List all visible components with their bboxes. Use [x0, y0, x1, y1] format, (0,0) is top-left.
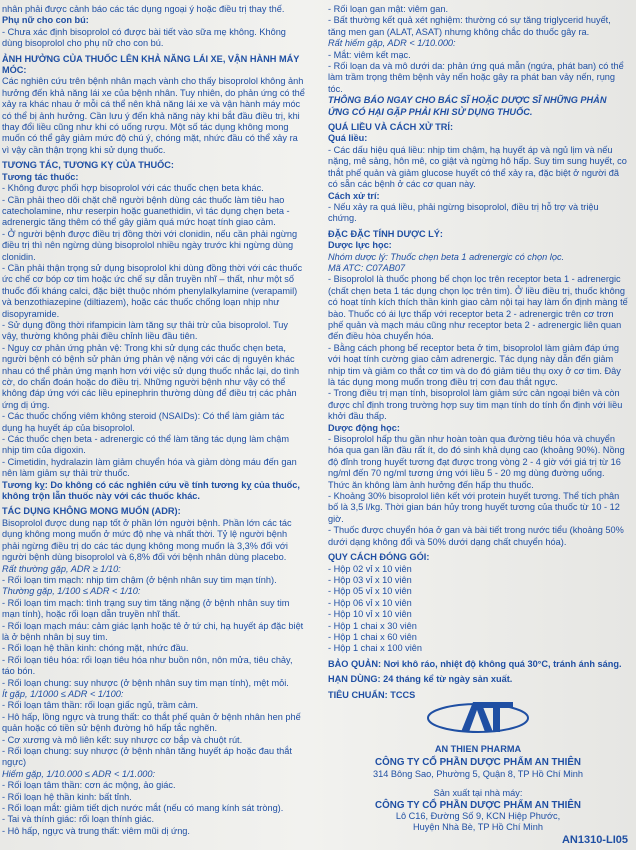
right-paragraph-25: - Hộp 05 vỉ x 10 viên [328, 586, 412, 597]
company-address: 314 Bông Sao, Phường 5, Quận 8, TP Hồ Chí Minh [372, 768, 583, 779]
right-paragraph-5: THÔNG BÁO NGAY CHO BÁC SĨ HOẶC DƯỢC SĨ NHỮNG PHẢN ỨNG CÓ HẠI GẶP PHẢI KHI SỬ DỤNG THUỐC. [328, 95, 607, 117]
left-paragraph-4: Các nghiên cứu trên bệnh nhân mạch vành cho thấy bisoprolol không ảnh hưởng đến khả năng lái xe của bệnh nhân. Tuy nhiên, do phản ứng có thể xảy ra khác nhau ở mỗi cá thể nên khả năng lái xe và vận hành máy móc có thể bị ảnh hưởng. Cần lưu ý đến khả năng này khi bắt đầu điều trị, khi thay đổi liều cũng như khi có uống rượu. Một số tác dụng không mong muốn có thể gây giảm mức độ chú ý, chóng mặt, nhức đầu có thể xảy ra vì vậy cần thận trọng khi sử dụng thuốc. [2, 76, 305, 155]
left-paragraph-36: - Tai và thính giác: rối loạn thính giác. [2, 814, 155, 825]
left-paragraph-13: - Các thuốc chống viêm không steroid (NSAIDs): Có thể làm giảm tác dụng hạ huyết áp của bisoprolol. [2, 411, 285, 433]
right-paragraph-19: - Bisoprolol hấp thu gần như hoàn toàn qua đường tiêu hóa và chuyển hóa qua gan lần đầu rất ít, do đó sinh khả dụng cao (khoảng 90%). Nồng độ đỉnh trong huyết tương đạt được trong vòng 2 - 4 giờ với giá trị từ 16 ng/ml đến 70 ng/ml tương ứng với liều 5 - 20 mg dùng đường uống. Thức ăn không làm ảnh hưởng đến hấp thu thuốc. [328, 434, 625, 490]
left-paragraph-18: Bisoprolol được dung nạp tốt ở phần lớn người bệnh. Phần lớn các tác dụng không mong muốn ở mức độ nhẹ và nhất thời. Tỷ lệ người bệnh phải ngừng điều trị do các tác dụng không mong muốn là 3,3% đối với người bệnh dùng bisoprolol và 6,8% đối với bệnh nhân dùng placebo. [2, 517, 292, 563]
right-paragraph-14: Mã ATC: C07AB07 [328, 262, 406, 273]
right-paragraph-15: - Bisoprolol là thuốc phong bế chọn lọc trên receptor beta 1 - adrenergic (chất chẹn beta 1 tác dụng chọn lọc trên tim). Ở liều điều trị, thuốc không có hoạt tính kích thích thần kinh giao cảm nội tại hay làm ổn định màng tế bào. Thuốc có ái lực thấp với receptor beta 2 - adrenergic trên cơ trơn phế quản và mạch máu cũng như receptor beta 2 - adrenergic liên quan đến điều hòa chuyển hóa. [328, 274, 628, 342]
left-paragraph-21: Thường gặp, 1/100 ≤ ADR < 1/10: [2, 586, 141, 597]
left-paragraph-35: - Rối loạn mắt: giảm tiết dịch nước mắt (nếu có mang kính sát tròng). [2, 803, 284, 814]
left-paragraph-3: ẢNH HƯỞNG CỦA THUỐC LÊN KHẢ NĂNG LÁI XE, VẬN HÀNH MÁY MÓC: [2, 53, 300, 76]
left-paragraph-34: - Rối loạn hệ thần kinh: bất tỉnh. [2, 791, 132, 802]
right-column [328, 4, 628, 701]
right-paragraph-21: - Thuốc được chuyển hóa ở gan và bài tiết trong nước tiểu (khoảng 50% dưới dạng không đổi và 50% dưới dạng chất chuyển hóa). [328, 525, 624, 547]
left-paragraph-22: - Rối loạn tim mạch: tình trạng suy tim tăng nặng (ở bệnh nhân suy tim mạn tính), hoặc rối loạn dẫn truyền nhĩ thất. [2, 597, 290, 620]
left-paragraph-1: Phụ nữ cho con bú: [2, 15, 89, 26]
right-paragraph-11: ĐẶC ĐẶC TÍNH DƯỢC LÝ: [328, 228, 443, 239]
right-paragraph-6: QUÁ LIỀU VÀ CÁCH XỬ TRÍ: [328, 122, 454, 133]
right-paragraph-20: - Khoảng 30% bisoprolol liên kết với protein huyết tương. Thể tích phân bố là 3,5 l/kg. Thời gian bán hủy trong huyết tương của thuốc từ 10 - 12 giờ. [328, 491, 620, 524]
right-paragraph-9: Cách xử trí: [328, 190, 380, 201]
left-paragraph-25: - Rối loạn tiêu hóa: rối loạn tiêu hóa như buồn nôn, nôn mửa, tiêu chảy, táo bón. [2, 654, 293, 677]
right-paragraph-17: - Trong điều trị mạn tính, bisoprolol làm giảm sức cản ngoại biên và còn được chỉ định trong trường hợp suy tim mạn tính do tính ổn định với liều khởi đầu thấp. [328, 388, 623, 422]
right-paragraph-7: Quá liều: [328, 133, 368, 144]
left-paragraph-37: - Hô hấp, ngực và trung thất: viêm mũi dị ứng. [2, 825, 190, 836]
right-paragraph-29: - Hộp 1 chai x 60 viên [328, 631, 417, 642]
left-paragraph-24: - Rối loạn hệ thần kinh: chóng mặt, nhức đầu. [2, 643, 189, 654]
left-paragraph-10: - Cần phải thận trọng sử dụng bisoprolol khi dùng đồng thời với các thuốc ức chế cơ bóp cơ tim hoặc ức chế sự dẫn truyền nhĩ – thất, như một số thuốc đối kháng calci, đặc biệt thuộc nhóm phenylalkylamine (verapamil) và benzothiazepine (diltiazem), hoặc các thuốc chống loạn nhịp như disopyramide. [2, 262, 303, 319]
right-paragraph-31: BẢO QUẢN: Nơi khô ráo, nhiệt độ không quá 30°C, tránh ánh sáng. [328, 658, 622, 669]
left-paragraph-16: Tương kỵ: Do không có các nghiên cứu về tính tương kỵ của thuốc, không trộn lẫn thuốc này với các thuốc khác. [2, 479, 300, 502]
left-paragraph-23: - Rối loạn mạch máu: cảm giác lạnh hoặc tê ở tứ chi, hạ huyết áp đặc biệt là ở bệnh nhân bị suy tim. [2, 620, 304, 642]
company-logo [423, 694, 533, 742]
right-paragraph-18: Dược động học: [328, 422, 400, 433]
left-paragraph-28: - Rối loạn tâm thần: rối loạn giấc ngủ, trầm cảm. [2, 700, 199, 711]
right-paragraph-23: - Hộp 02 vỉ x 10 viên [328, 563, 412, 574]
document-code: AN1310-LI05 [561, 834, 628, 846]
made-at-label: Sản xuất tại nhà máy: [433, 788, 523, 799]
left-paragraph-26: - Rối loạn chung: suy nhược (ở bệnh nhân suy tim mạn tính), mệt mỏi. [2, 677, 289, 688]
left-paragraph-32: Hiếm gặp, 1/10.000 ≤ ADR < 1/1.000: [2, 768, 156, 779]
left-paragraph-11: - Sử dụng đồng thời rifampicin làm tăng sự thải trừ của bisoprolol. Tuy vậy, thường không phải điều chỉnh liều đầu tiên. [2, 319, 288, 342]
left-paragraph-8: - Cần phải theo dõi chặt chẽ người bệnh dùng các thuốc làm tiêu hao catecholamine, như reserpin hoặc guanethidin, vì tác dụng chẹn beta - adrenergic tăng thêm có thể gây giảm quá mức hoạt tính giao cảm. [2, 194, 290, 228]
right-paragraph-22: QUY CÁCH ĐÓNG GÓI: [328, 552, 430, 563]
left-paragraph-5: TƯƠNG TÁC, TƯƠNG KỴ CỦA THUỐC: [2, 160, 174, 171]
left-paragraph-12: - Nguy cơ phản ứng phản vệ: Trong khi sử dụng các thuốc chẹn beta, người bệnh có bệnh sử phản ứng phản vệ nặng với các dị nguyên khác nhau có thể phản ứng mạnh hơn với việc sử dụng thuốc nhắc lại, do tình cờ, do chẩn đoán hoặc do điều trị. Những người bệnh như vậy có thể không đáp ứng với các liều epinephrin thường dùng để điều trị các phản ứng dị ứng. [2, 342, 300, 410]
right-paragraph-8: - Các dấu hiệu quá liều: nhịp tim chậm, hạ huyết áp và ngủ lịm và nếu nặng, mê sảng, hôn mê, co giật và ngừng hô hấp. Suy tim sung huyết, co thắt phế quản và giảm glucose huyết có thể xảy ra, đặc biệt ở người đã có sẵn các bệnh ở các cơ quan này. [328, 144, 627, 190]
factory-address-1: Lô C16, Đường Số 9, KCN Hiệp Phước, [395, 811, 561, 822]
left-paragraph-7: - Không được phối hợp bisoprolol với các thuốc chẹn beta khác. [2, 183, 264, 194]
right-paragraph-27: - Hộp 10 vỉ x 10 viên [328, 609, 412, 620]
left-paragraph-29: - Hô hấp, lồng ngực và trung thất: co thắt phế quản ở bệnh nhân hen phế quản hoặc có tiền sử bệnh đường hô hấp tắc nghẽn. [2, 711, 301, 734]
right-paragraph-28: - Hộp 1 chai x 30 viên [328, 620, 417, 631]
right-paragraph-24: - Hộp 03 vỉ x 10 viên [328, 574, 412, 585]
left-paragraph-33: - Rối loạn tâm thần: cơn ác mộng, ảo giác. [2, 780, 176, 791]
factory-company: CÔNG TY CỔ PHẦN DƯỢC PHẨM AN THIÊN [375, 799, 581, 811]
right-paragraph-16: - Bằng cách phong bế receptor beta ở tim, bisoprolol làm giảm đáp ứng với hoạt tính cường giao cảm adrenergic. Tác dụng này dẫn đến giảm nhịp tim và giảm co thắt cơ tim và do đó giảm tiêu thụ oxy ở cơ tim. Đây là tác dụng mong muốn trong điều trị cơn đau thắt ngực. [328, 342, 621, 387]
left-paragraph-0: nhân phải được cảnh báo các tác dụng ngoại ý hoặc điều trị thay thế. [2, 4, 285, 14]
right-paragraph-32: HẠN DÙNG: 24 tháng kể từ ngày sản xuất. [328, 674, 513, 685]
left-paragraph-30: - Cơ xương và mô liên kết: suy nhược cơ bắp và chuột rút. [2, 734, 243, 745]
factory-address-2: Huyện Nhà Bè, TP Hồ Chí Minh [413, 822, 543, 833]
left-column [2, 4, 305, 837]
right-paragraph-4: - Rối loạn da và mô dưới da: phản ứng quá mẫn (ngứa, phát ban) có thể làm trầm trọng thêm bệnh vảy nến hoặc gây ra phát ban vảy nến, rụng tóc. [328, 61, 624, 94]
left-paragraph-6: Tương tác thuốc: [2, 171, 79, 182]
left-paragraph-20: - Rối loạn tim mạch: nhịp tim chậm (ở bệnh nhân suy tim mạn tính). [2, 574, 277, 585]
right-paragraph-13: Nhóm dược lý: Thuốc chẹn beta 1 adrenergic có chọn lọc. [328, 251, 565, 262]
left-paragraph-19: Rất thường gặp, ADR ≥ 1/10: [2, 563, 121, 574]
left-paragraph-14: - Các thuốc chẹn beta - adrenergic có thể làm tăng tác dụng làm chậm nhịp tim của digoxin. [2, 434, 290, 456]
right-paragraph-2: Rất hiếm gặp, ADR < 1/10.000: [328, 38, 456, 49]
footer-block [328, 688, 628, 834]
right-paragraph-30: - Hộp 1 chai x 100 viên [328, 643, 422, 654]
left-paragraph-15: - Cimetidin, hydralazin làm giảm chuyển hóa và giảm dòng máu đến gan nên làm giảm sự thải trừ thuốc. [2, 456, 297, 479]
brand-name: AN THIEN PHARMA [434, 744, 522, 754]
left-paragraph-17: TÁC DỤNG KHÔNG MONG MUỐN (ADR): [2, 506, 181, 517]
left-paragraph-31: - Rối loạn chung: suy nhược (ở bệnh nhân tăng huyết áp hoặc đau thắt ngực) [2, 746, 292, 768]
right-paragraph-10: - Nếu xảy ra quá liều, phải ngừng bisoprolol, điều trị hỗ trợ và triệu chứng. [328, 201, 599, 224]
right-paragraph-12: Dược lực học: [328, 240, 392, 251]
right-paragraph-26: - Hộp 06 vỉ x 10 viên [328, 597, 412, 608]
left-paragraph-27: Ít gặp, 1/1000 ≤ ADR < 1/100: [2, 688, 124, 699]
right-paragraph-0: - Rối loạn gan mật: viêm gan. [328, 4, 449, 14]
left-paragraph-9: - Ở người bệnh được điều trị đồng thời với clonidin, nếu cần phải ngừng điều trị thì nên ngừng dùng bisoprolol nhiều ngày trước khi ngừng dùng clonidin. [2, 228, 298, 262]
company-name: CÔNG TY CỔ PHẦN DƯỢC PHẨM AN THIÊN [375, 757, 581, 769]
right-paragraph-3: - Mắt: viêm kết mạc. [328, 49, 411, 60]
left-paragraph-2: - Chưa xác định bisoprolol có được bài tiết vào sữa mẹ không. Không dùng bisoprolol cho phụ nữ cho con bú. [2, 26, 286, 49]
right-paragraph-33: TIÊU CHUẨN: TCCS [328, 689, 416, 700]
right-paragraph-1: - Bất thường kết quả xét nghiệm: thường có sự tăng triglycerid huyết, tăng men gan (ALAT, ASAT) nhưng không chắc do thuốc gây ra. [328, 15, 611, 37]
